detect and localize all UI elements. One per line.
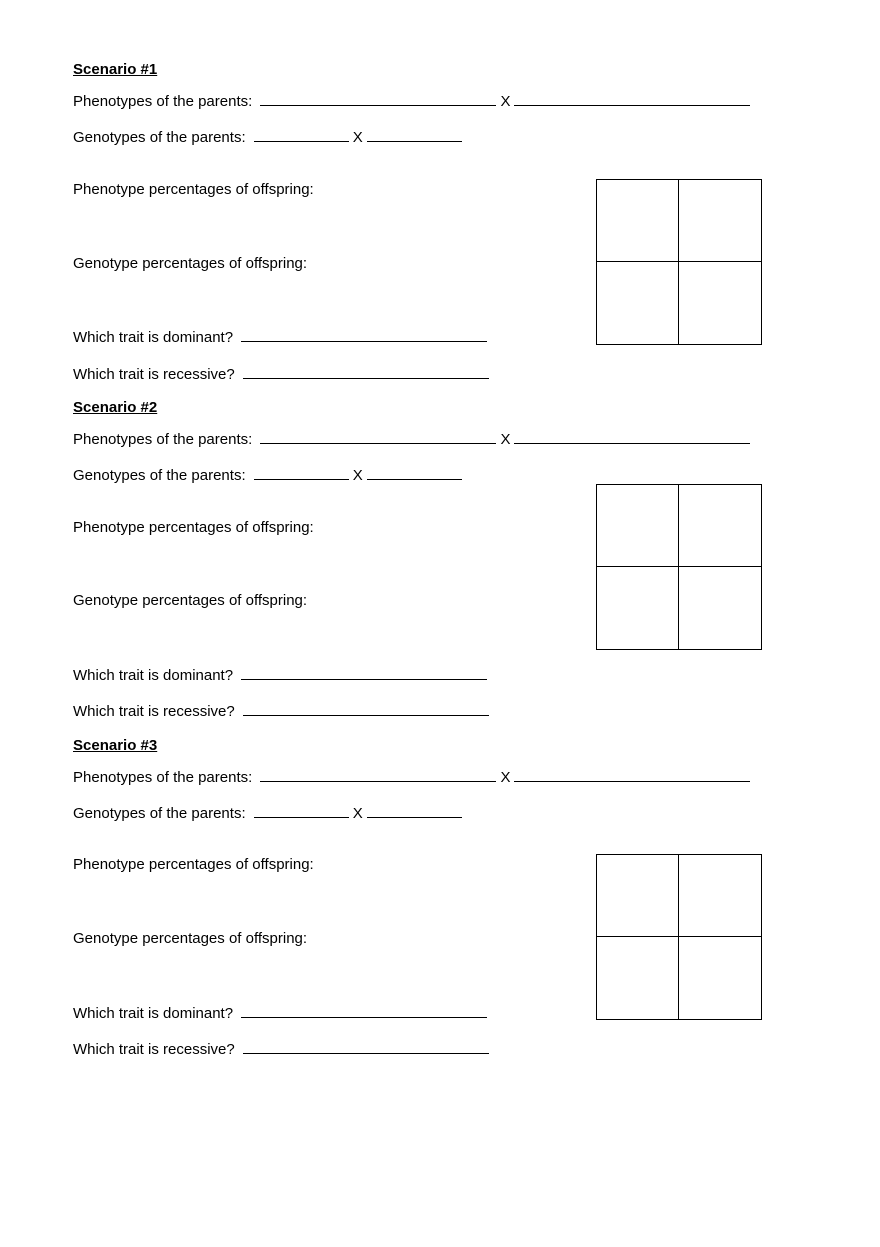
phenotype-percentages-label: Phenotype percentages of offspring: — [73, 519, 314, 536]
genotypes-parents-row — [73, 803, 462, 823]
dominant-row — [73, 665, 487, 685]
genotype-parent-1-blank[interactable] — [254, 803, 349, 818]
scenario-3 — [73, 737, 773, 1067]
phenotypes-parents-row — [73, 767, 750, 787]
genotype-parent-2-blank[interactable] — [367, 127, 462, 142]
genotype-parent-1-blank[interactable] — [254, 465, 349, 480]
punnett-cell[interactable] — [597, 567, 679, 649]
punnett-cell[interactable] — [679, 855, 761, 937]
phenotypes-parents-label: Phenotypes of the parents: — [73, 93, 253, 110]
punnett-cell[interactable] — [597, 937, 679, 1019]
punnett-square — [596, 484, 762, 650]
dominant-answer-blank[interactable] — [241, 327, 487, 342]
punnett-square — [596, 854, 762, 1020]
cross-symbol: X — [500, 93, 511, 110]
punnett-cell[interactable] — [597, 262, 679, 344]
cross-symbol: X — [352, 805, 363, 822]
recessive-row — [73, 364, 489, 384]
scenario-2 — [73, 399, 773, 729]
cross-symbol: X — [352, 129, 363, 146]
phenotype-percentages-label: Phenotype percentages of offspring: — [73, 856, 314, 873]
phenotype-parent-1-blank[interactable] — [260, 91, 496, 106]
phenotypes-parents-row — [73, 91, 750, 111]
dominant-answer-blank[interactable] — [241, 665, 487, 680]
dominant-question: Which trait is dominant? — [73, 329, 234, 346]
punnett-square — [596, 179, 762, 345]
phenotype-parent-2-blank[interactable] — [514, 429, 750, 444]
dominant-row — [73, 1003, 487, 1023]
genotype-percentages-label: Genotype percentages of offspring: — [73, 592, 308, 609]
phenotypes-parents-label: Phenotypes of the parents: — [73, 769, 253, 786]
scenario-1 — [73, 61, 773, 391]
punnett-cell[interactable] — [679, 262, 761, 344]
genotypes-parents-label: Genotypes of the parents: — [73, 467, 246, 484]
genotype-parent-2-blank[interactable] — [367, 803, 462, 818]
phenotype-percentages-label: Phenotype percentages of offspring: — [73, 181, 314, 198]
recessive-row — [73, 1039, 489, 1059]
scenario-title: Scenario #1 — [73, 61, 158, 78]
recessive-row — [73, 701, 489, 721]
phenotypes-parents-row — [73, 429, 750, 449]
punnett-cell[interactable] — [679, 567, 761, 649]
genotype-parent-2-blank[interactable] — [367, 465, 462, 480]
genotype-parent-1-blank[interactable] — [254, 127, 349, 142]
genotypes-parents-row — [73, 127, 462, 147]
recessive-question: Which trait is recessive? — [73, 703, 235, 720]
scenario-title: Scenario #3 — [73, 737, 158, 754]
cross-symbol: X — [500, 431, 511, 448]
genotypes-parents-label: Genotypes of the parents: — [73, 805, 246, 822]
phenotypes-parents-label: Phenotypes of the parents: — [73, 431, 253, 448]
phenotype-parent-2-blank[interactable] — [514, 767, 750, 782]
dominant-answer-blank[interactable] — [241, 1003, 487, 1018]
punnett-cell[interactable] — [679, 485, 761, 567]
recessive-answer-blank[interactable] — [243, 701, 489, 716]
punnett-cell[interactable] — [679, 937, 761, 1019]
punnett-cell[interactable] — [597, 855, 679, 937]
punnett-cell[interactable] — [679, 180, 761, 262]
genotype-percentages-label: Genotype percentages of offspring: — [73, 930, 308, 947]
recessive-answer-blank[interactable] — [243, 1039, 489, 1054]
dominant-row — [73, 327, 487, 347]
genotypes-parents-label: Genotypes of the parents: — [73, 129, 246, 146]
recessive-question: Which trait is recessive? — [73, 366, 235, 383]
punnett-cell[interactable] — [597, 180, 679, 262]
genotypes-parents-row — [73, 465, 462, 485]
genotype-percentages-label: Genotype percentages of offspring: — [73, 255, 308, 272]
punnett-cell[interactable] — [597, 485, 679, 567]
phenotype-parent-1-blank[interactable] — [260, 767, 496, 782]
recessive-question: Which trait is recessive? — [73, 1041, 235, 1058]
recessive-answer-blank[interactable] — [243, 364, 489, 379]
dominant-question: Which trait is dominant? — [73, 667, 234, 684]
cross-symbol: X — [352, 467, 363, 484]
scenario-title: Scenario #2 — [73, 399, 158, 416]
phenotype-parent-2-blank[interactable] — [514, 91, 750, 106]
cross-symbol: X — [500, 769, 511, 786]
phenotype-parent-1-blank[interactable] — [260, 429, 496, 444]
dominant-question: Which trait is dominant? — [73, 1005, 234, 1022]
